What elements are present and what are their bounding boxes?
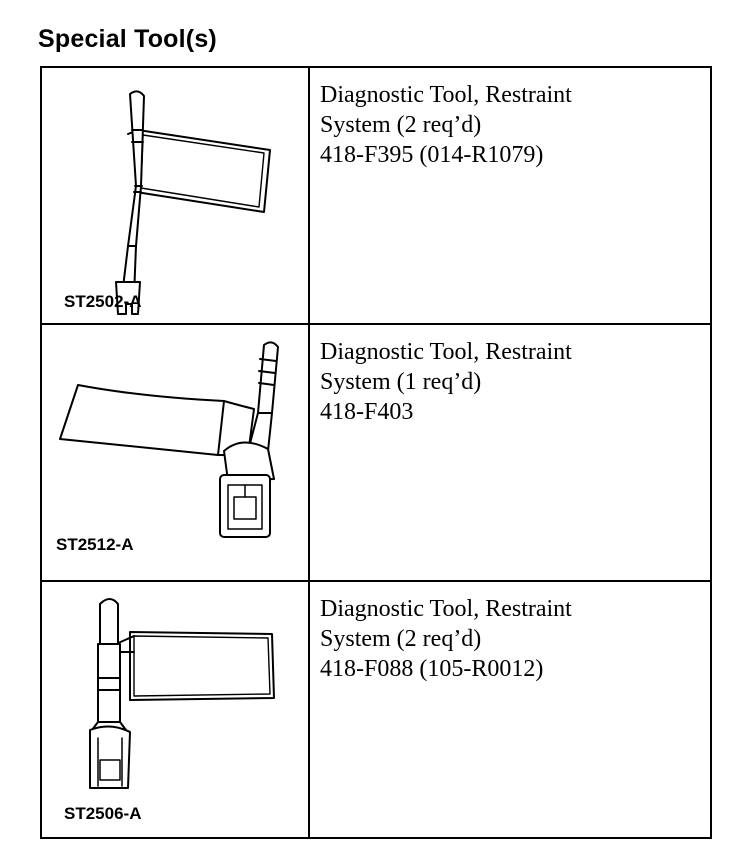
tool-quantity-line: System (1 req’d) [320, 369, 482, 395]
table-row [41, 581, 711, 838]
table-row [41, 67, 711, 324]
tool-description [310, 68, 710, 170]
tool-part-number-line: 418-F088 (105-R0012) [320, 656, 544, 682]
tool-part-number-line: 418-F395 (014-R1079) [320, 142, 544, 168]
tool-illustration-cell [41, 581, 309, 838]
diagnostic-tool-3-illustration [42, 582, 308, 838]
tool-quantity-line: System (2 req’d) [320, 112, 482, 138]
tool-description [310, 325, 710, 427]
tool-illustration-cell [41, 324, 309, 581]
tool-part-number-line: 418-F403 [320, 399, 414, 425]
tool-description-cell [309, 581, 711, 838]
tool-code-label: ST2512-A [56, 535, 134, 554]
table-row [41, 324, 711, 581]
tool-name-line: Diagnostic Tool, Restraint [320, 596, 572, 622]
tool-description-cell [309, 324, 711, 581]
tool-name-line: Diagnostic Tool, Restraint [320, 82, 572, 108]
tool-description-cell [309, 67, 711, 324]
page-heading: Special Tool(s) [38, 25, 217, 53]
tool-code-label: ST2506-A [64, 804, 142, 823]
tool-description [310, 582, 710, 684]
tool-name-line: Diagnostic Tool, Restraint [320, 339, 572, 365]
tool-illustration-cell [41, 67, 309, 324]
special-tools-table [40, 66, 712, 839]
tool-quantity-line: System (2 req’d) [320, 626, 482, 652]
tool-code-label: ST2502-A [64, 292, 142, 311]
diagnostic-tool-1-illustration [42, 68, 308, 324]
